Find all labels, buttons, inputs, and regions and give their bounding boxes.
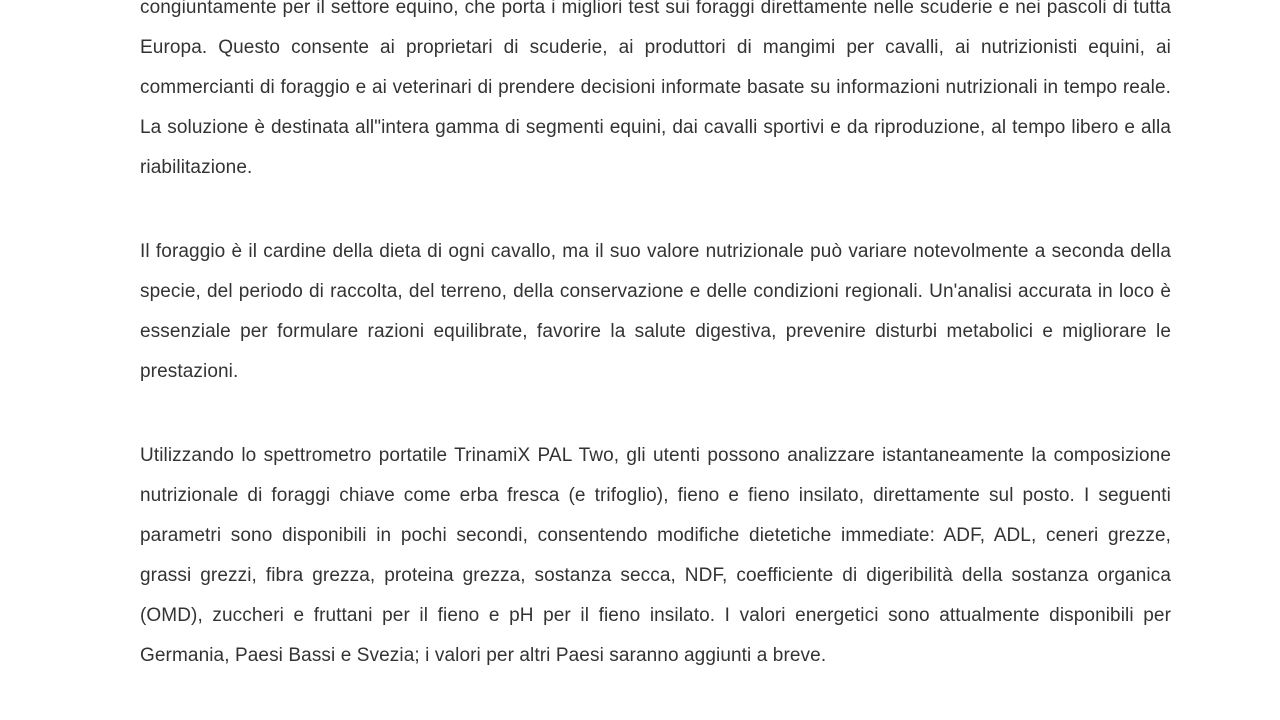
paragraph-forage-diet: Il foraggio è il cardine della dieta di ogni cavallo, ma il suo valore nutrizionale può variare notevolmente a seconda della specie, del periodo di raccolta, del terreno, della conservazione e delle condizioni regionali. Un'analisi accurata in loco è essenziale per formulare razioni equilibrate, favorire la salute digestiva, prevenire disturbi metabolici e migliorare le prestazioni. bbox=[140, 241, 1171, 382]
document-text-block bbox=[140, 0, 1171, 676]
paragraph-pal-two-spectrometer: Utilizzando lo spettrometro portatile TrinamiX PAL Two, gli utenti possono analizzare istantaneamente la composizione nutrizionale di foraggi chiave come erba fresca (e trifoglio), fieno e fieno insilato, direttamente sul posto. I seguenti parametri sono disponibili in pochi secondi, consentendo modifiche dietetiche immediate: ADF, ADL, ceneri grezze, grassi grezzi, fibra grezza, proteina grezza, sostanza secca, NDF, coefficiente di digeribilità della sostanza organica (OMD), zuccheri e fruttani per il fieno e pH per il fieno insilato. I valori energetici sono attualmente disponibili per Germania, Paesi Bassi e Svezia; i valori per altri Paesi saranno aggiunti a breve. bbox=[140, 445, 1171, 666]
paragraph-continuation-equine-sector: congiuntamente per il settore equino, che porta i migliori test sui foraggi direttamente nelle scuderie e nei pascoli di tutta Europa. Questo consente ai proprietari di scuderie, ai produttori di mangimi per cavalli, ai nutrizionisti equini, ai commercianti di foraggio e ai veterinari di prendere decisioni informate basate su informazioni nutrizionali in tempo reale. La soluzione è destinata all"intera gamma di segmenti equini, dai cavalli sportivi e da riproduzione, al tempo libero e alla riabilitazione. bbox=[140, 0, 1171, 178]
